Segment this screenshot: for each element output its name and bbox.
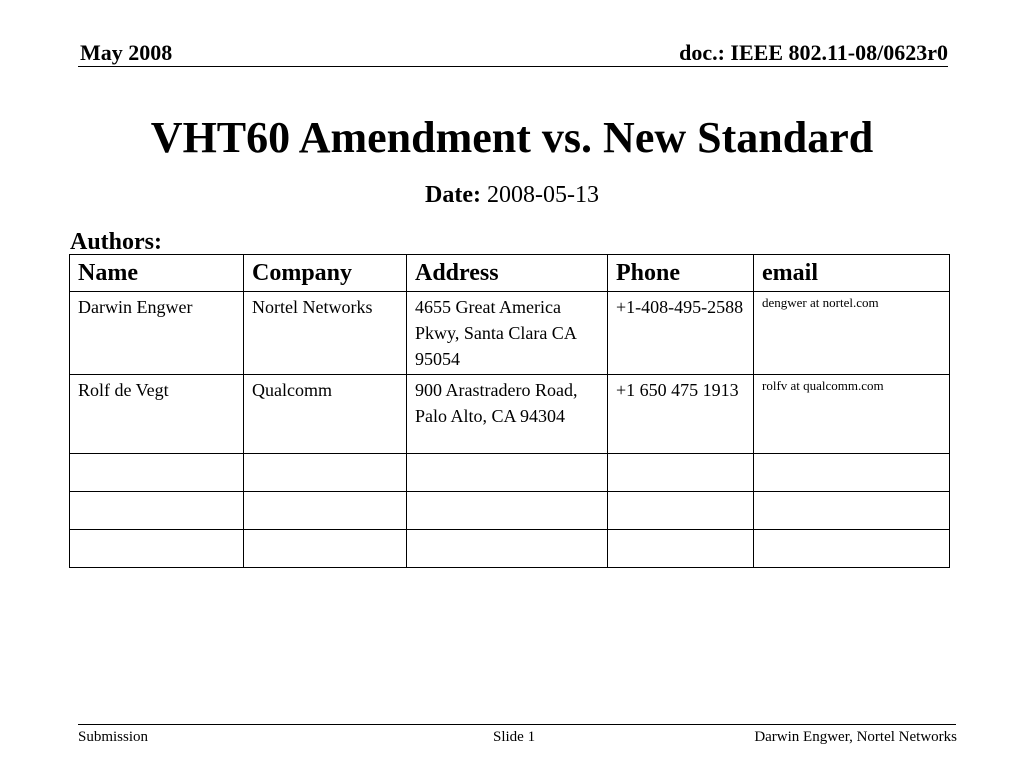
date-value: 2008-05-13 [486,182,599,208]
author-address: 900 Arastradero Road, Palo Alto, CA 94304 [407,375,608,454]
empty-table-row [70,530,950,568]
table-row [70,375,950,454]
table-header-row [70,255,950,292]
author-name: Rolf de Vegt [70,375,244,454]
author-name: Darwin Engwer [70,292,244,375]
date-label: Date: [425,182,481,208]
author-email: dengwer at nortel.com [754,292,950,375]
empty-cell [754,530,950,568]
empty-cell [608,492,754,530]
table-row [70,292,950,375]
empty-cell [407,530,608,568]
header-date: May 2008 [80,40,173,65]
footer-slide-number: Slide 1 [493,729,536,745]
empty-cell [244,492,407,530]
column-header-phone: Phone [608,255,754,292]
date-line [0,181,1024,209]
column-header-address: Address [407,255,608,292]
empty-table-row [70,492,950,530]
empty-table-row [70,454,950,492]
footer-author: Darwin Engwer, Nortel Networks [754,729,957,745]
author-phone: +1 650 475 1913 [608,375,754,454]
empty-cell [70,492,244,530]
empty-cell [608,530,754,568]
empty-cell [407,492,608,530]
empty-cell [608,454,754,492]
slide-title: VHT60 Amendment vs. New Standard [150,113,874,162]
column-header-name: Name [70,255,244,292]
empty-cell [244,530,407,568]
author-phone: +1-408-495-2588 [608,292,754,375]
column-header-email: email [754,255,950,292]
author-address: 4655 Great America Pkwy, Santa Clara CA 95054 [407,292,608,375]
footer-divider [78,724,956,725]
author-company: Qualcomm [244,375,407,454]
authors-table [69,254,950,568]
author-company: Nortel Networks [244,292,407,375]
empty-cell [70,454,244,492]
header-doc-id: doc.: IEEE 802.11-08/0623r0 [679,40,948,65]
author-email: rolfv at qualcomm.com [754,375,950,454]
empty-cell [407,454,608,492]
empty-cell [70,530,244,568]
authors-label: Authors: [70,229,163,255]
empty-cell [754,492,950,530]
column-header-company: Company [244,255,407,292]
footer-submission: Submission [78,729,149,745]
empty-cell [244,454,407,492]
header-divider [78,66,948,67]
empty-cell [754,454,950,492]
